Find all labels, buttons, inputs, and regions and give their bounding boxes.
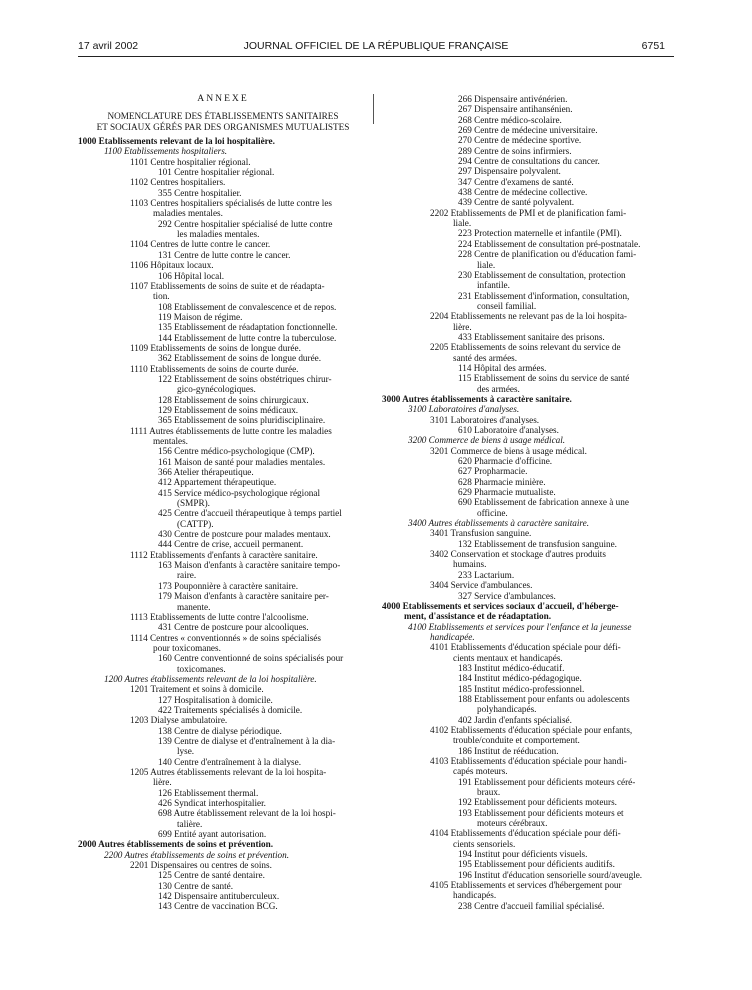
nomenclature-line: 192 Etablissement pour déficients moteurs. (458, 797, 617, 808)
nomenclature-line: 156 Centre médico-psychologique (CMP). (158, 446, 315, 457)
nomenclature-line: 297 Dispensaire polyvalent. (458, 166, 561, 177)
nomenclature-line: braux. (477, 787, 501, 798)
nomenclature-line: 114 Hôpital des armées. (458, 362, 547, 373)
nomenclature-line: 1200 Autres établissements relevant de la loi hospitalière. (104, 673, 317, 684)
nomenclature-line: 186 Institut de rééducation. (458, 745, 559, 756)
nomenclature-line: 4101 Etablissements d'éducation spéciale pour défi- (430, 642, 621, 653)
nomenclature-line: 1109 Etablissements de soins de longue durée. (130, 342, 301, 353)
nomenclature-line: 294 Centre de consultations du cancer. (458, 156, 600, 167)
nomenclature-line: manente. (177, 601, 211, 612)
nomenclature-line: 231 Etablissement d'information, consultation, (458, 290, 630, 301)
nomenclature-line: 438 Centre de médecine collective. (458, 187, 588, 198)
annexe-title: ANNEXE (197, 93, 249, 104)
nomenclature-line: 2201 Dispensaires ou centres de soins. (130, 860, 272, 871)
nomenclature-line: 2202 Etablissements de PMI et de planification fami- (430, 207, 627, 218)
nomenclature-line: 3404 Service d'ambulances. (430, 580, 533, 591)
nomenclature-line: 129 Etablissement de soins médicaux. (158, 404, 299, 415)
nomenclature-line: 3101 Laboratoires d'analyses. (430, 414, 540, 425)
nomenclature-line: pour toxicomanes. (153, 642, 221, 653)
nomenclature-line: 188 Etablissement pour enfants ou adolescents (458, 693, 630, 704)
nomenclature-line: 115 Etablissement de soins du service de santé (458, 373, 630, 384)
nomenclature-line: handicapés. (453, 890, 497, 901)
nomenclature-line: 698 Autre établissement relevant de la loi hospi- (158, 808, 336, 819)
nomenclature-line: 266 Dispensaire antivénérien. (458, 94, 568, 104)
nomenclature-line: 4105 Etablissements et services d'hébergement pour (430, 880, 622, 891)
nomenclature-line: 355 Centre hospitalier. (158, 187, 242, 198)
nomenclature-line: 439 Centre de santé polyvalent. (458, 197, 575, 208)
nomenclature-line: 292 Centre hospitalier spécialisé de lutte contre (158, 218, 333, 229)
nomenclature-line: 131 Centre de lutte contre le cancer. (158, 249, 291, 260)
nomenclature-line: 3400 Autres établissements à caractère sanitaire. (408, 518, 590, 529)
page-number: 6751 (641, 40, 665, 52)
nomenclature-line: 402 Jardin d'enfants spécialisé. (458, 714, 572, 725)
nomenclature-line: 1114 Centres « conventionnés » de soins spécialisés (130, 632, 321, 643)
nomenclature-line: 140 Centre d'entraînement à la dialyse. (158, 756, 301, 767)
nomenclature-line: mentales. (153, 436, 188, 446)
nomenclature-line: les maladies mentales. (177, 229, 260, 240)
annexe-subtitle-1: NOMENCLATURE DES ÉTABLISSEMENTS SANITAIRES (107, 111, 339, 122)
page-header (0, 36, 752, 56)
nomenclature-line: 1000 Etablissements relevant de la loi hospitalière. (78, 136, 275, 147)
nomenclature-line: 431 Centre de postcure pour alcooliques. (158, 622, 309, 633)
right-entries (382, 94, 674, 911)
nomenclature-line: 1101 Centre hospitalier régional. (130, 156, 251, 167)
nomenclature-line: 194 Institut pour déficients visuels. (458, 849, 588, 860)
nomenclature-line: 223 Protection maternelle et infantile (PMI). (458, 228, 622, 239)
nomenclature-line: 270 Centre de médecine sportive. (458, 135, 582, 146)
nomenclature-line: 2205 Etablissements de soins relevant du service de (430, 342, 621, 353)
nomenclature-line: 1106 Hôpitaux locaux. (130, 260, 214, 271)
nomenclature-line: 163 Maison d'enfants à caractère sanitaire tempo- (158, 560, 341, 571)
nomenclature-line: 610 Laboratoire d'analyses. (458, 425, 559, 435)
nomenclature-line: 139 Centre de dialyse et d'entraînement à la dia- (158, 735, 336, 746)
nomenclature-line: 108 Etablissement de convalescence et de repos. (158, 301, 337, 312)
nomenclature-line: 106 Hôpital local. (158, 270, 225, 281)
nomenclature-line: 1100 Etablissements hospitaliers. (104, 146, 228, 157)
nomenclature-line: 119 Maison de régime. (158, 311, 243, 322)
nomenclature-line: 1201 Traitement et soins à domicile. (130, 684, 264, 695)
nomenclature-line: santé des armées. (453, 352, 518, 363)
nomenclature-line: 228 Centre de planification ou d'éducation fami- (458, 249, 637, 260)
nomenclature-line: 135 Etablissement de réadaptation fonctionnelle. (158, 322, 338, 333)
nomenclature-line: 269 Centre de médecine universitaire. (458, 125, 598, 136)
nomenclature-line: 4102 Etablissements d'éducation spéciale pour enfants, (430, 724, 633, 735)
nomenclature-line: 1112 Etablissements d'enfants à caractère sanitaire. (130, 549, 318, 560)
nomenclature-line: 195 Etablissement pour déficients auditifs. (458, 859, 615, 870)
nomenclature-line: 1107 Etablissements de soins de suite et de réadapta- (130, 280, 325, 291)
nomenclature-line: 196 Institut d'éducation sensorielle sourd/aveugle. (458, 869, 643, 880)
nomenclature-line: 1111 Autres établissements de lutte contre les maladies (130, 425, 332, 436)
nomenclature-line: 179 Maison d'enfants à caractère sanitaire per- (158, 591, 329, 602)
nomenclature-line: 161 Maison de santé pour maladies mentales. (158, 456, 326, 467)
nomenclature-line: 193 Etablissement pour déficients moteurs et (458, 807, 624, 818)
nomenclature-line: (SMPR). (177, 498, 210, 509)
nomenclature-line: 185 Institut médico-professionnel. (458, 683, 585, 694)
nomenclature-line: 101 Centre hospitalier régional. (158, 167, 275, 178)
nomenclature-line: officine. (477, 507, 508, 518)
nomenclature-line: raire. (177, 570, 197, 581)
nomenclature-line: lière. (453, 321, 472, 332)
nomenclature-line: 444 Centre de crise, accueil permanent. (158, 539, 304, 550)
nomenclature-line: 233 Lactarium. (458, 569, 515, 580)
nomenclature-line: 267 Dispensaire antihansénien. (458, 104, 573, 115)
nomenclature-line: tion. (153, 291, 170, 302)
nomenclature-line: liale. (453, 218, 472, 229)
nomenclature-line: 1113 Etablissements de lutte contre l'alcoolisme. (130, 611, 309, 622)
nomenclature-line: moteurs cérébraux. (477, 818, 548, 829)
nomenclature-line: 3402 Conservation et stockage d'autres produits (430, 549, 606, 560)
nomenclature-line: trouble/conduite et comportement. (453, 735, 580, 746)
nomenclature-line: 289 Centre de soins infirmiers. (458, 145, 572, 156)
nomenclature-line: 2204 Etablissements ne relevant pas de la loi hospita- (430, 311, 627, 322)
nomenclature-line: 160 Centre conventionné de soins spécialisés pour (158, 653, 344, 664)
right-column (382, 94, 674, 911)
nomenclature-line: 1102 Centres hospitaliers. (130, 177, 226, 188)
nomenclature-line: 347 Centre d'examens de santé. (458, 176, 574, 187)
nomenclature-line: cients sensoriels. (453, 838, 516, 849)
nomenclature-line: 433 Etablissement sanitaire des prisons. (458, 331, 605, 342)
nomenclature-line: 366 Atelier thérapeutique. (158, 467, 254, 478)
nomenclature-line: 415 Service médico-psychologique régional (158, 487, 321, 498)
nomenclature-line: 3401 Transfusion sanguine. (430, 528, 532, 539)
nomenclature-line: 128 Etablissement de soins chirurgicaux. (158, 394, 309, 405)
annexe-subtitle-2: ET SOCIAUX GÉRÉS PAR DES ORGANISMES MUTUALISTES (96, 121, 350, 132)
nomenclature-line: 1104 Centres de lutte contre le cancer. (130, 239, 271, 250)
nomenclature-line: 425 Centre d'accueil thérapeutique à temps partiel (158, 508, 342, 519)
nomenclature-line: handicapée. (430, 631, 475, 642)
nomenclature-line: 2200 Autres établissements de soins et prévention. (104, 849, 290, 860)
nomenclature-line: 144 Etablissement de lutte contre la tuberculose. (158, 332, 337, 343)
nomenclature-line: gico-gynécologiques. (177, 384, 256, 395)
nomenclature-line: lière. (153, 777, 172, 788)
nomenclature-line: 138 Centre de dialyse périodique. (158, 725, 282, 736)
nomenclature-line: 3000 Autres établissements à caractère sanitaire. (382, 393, 572, 404)
nomenclature-line: 426 Syndicat interhospitalier. (158, 798, 266, 809)
nomenclature-line: 627 Propharmacie. (458, 466, 528, 477)
nomenclature-line: 191 Etablissement pour déficients moteurs céré- (458, 776, 636, 787)
nomenclature-line: 184 Institut médico-pédagogique. (458, 673, 582, 684)
nomenclature-line: 690 Etablissement de fabrication annexe à une (458, 497, 629, 508)
nomenclature-line: maladies mentales. (153, 208, 223, 219)
nomenclature-line: 629 Pharmacie mutualiste. (458, 487, 556, 498)
nomenclature-line: 173 Pouponnière à caractère sanitaire. (158, 580, 299, 591)
nomenclature-line: talière. (177, 818, 203, 829)
nomenclature-line: des armées. (477, 383, 520, 394)
nomenclature-line: 620 Pharmacie d'officine. (458, 456, 553, 467)
nomenclature-line: 4103 Etablissements d'éducation spéciale pour handi- (430, 756, 627, 766)
journal-title: JOURNAL OFFICIEL DE LA RÉPUBLIQUE FRANÇAISE (243, 40, 509, 52)
nomenclature-line: 4000 Etablissements et services sociaux d'accueil, d'héberge- (382, 600, 619, 611)
nomenclature-line: 183 Institut médico-éducatif. (458, 662, 565, 673)
nomenclature-line: 4100 Etablissements et services pour l'enfance et la jeunesse (408, 621, 632, 632)
nomenclature-line: 268 Centre médico-scolaire. (458, 114, 562, 125)
nomenclature-line: polyhandicapés. (477, 704, 537, 715)
nomenclature-line: 4104 Etablissements d'éducation spéciale pour défi- (430, 828, 621, 839)
nomenclature-line: 224 Etablissement de consultation pré-postnatale. (458, 238, 641, 249)
nomenclature-line: conseil familial. (477, 300, 537, 311)
nomenclature-line: 143 Centre de vaccination BCG. (158, 901, 278, 912)
header-rule (78, 56, 674, 57)
nomenclature-line: 327 Service d'ambulances. (458, 590, 556, 601)
left-column (78, 94, 368, 912)
nomenclature-line: 1110 Etablissements de soins de courte durée. (130, 363, 299, 374)
nomenclature-line: capés moteurs. (453, 766, 508, 777)
nomenclature-line: cients mentaux et handicapés. (453, 652, 563, 663)
nomenclature-line: 412 Appartement thérapeutique. (158, 477, 277, 488)
column-divider (373, 94, 374, 124)
nomenclature-line: 127 Hospitalisation à domicile. (158, 694, 273, 705)
left-entries (78, 136, 368, 912)
nomenclature-line: toxicomanes. (177, 663, 226, 674)
nomenclature-line: ment, d'assistance et de réadaptation. (404, 611, 551, 622)
nomenclature-line: infantile. (477, 280, 510, 291)
nomenclature-line: 126 Etablissement thermal. (158, 787, 259, 798)
nomenclature-line: 130 Centre de santé. (158, 880, 234, 891)
nomenclature-line: humains. (453, 559, 487, 570)
nomenclature-line: 2000 Autres établissements de soins et prévention. (78, 839, 274, 850)
nomenclature-line: 3200 Commerce de biens à usage médical. (408, 435, 566, 446)
nomenclature-line: 238 Centre d'accueil familial spécialisé. (458, 900, 605, 911)
nomenclature-line: 1203 Dialyse ambulatoire. (130, 715, 228, 726)
nomenclature-line: 430 Centre de postcure pour malades mentaux. (158, 529, 331, 540)
nomenclature-line: 365 Etablissement de soins pluridisciplinaire. (158, 415, 326, 426)
nomenclature-line: 3201 Commerce de biens à usage médical. (430, 445, 587, 456)
nomenclature-line: 122 Etablissement de soins obstétriques chirur- (158, 373, 332, 384)
nomenclature-line: 230 Etablissement de consultation, protection (458, 269, 626, 280)
nomenclature-line: 125 Centre de santé dentaire. (158, 870, 265, 881)
nomenclature-line: 362 Etablissement de soins de longue durée. (158, 353, 322, 364)
nomenclature-line: liale. (477, 259, 496, 270)
nomenclature-line: 132 Etablissement de transfusion sanguine. (458, 538, 617, 549)
nomenclature-line: 3100 Laboratoires d'analyses. (408, 404, 520, 415)
nomenclature-line: 422 Traitements spécialisés à domicile. (158, 704, 303, 715)
issue-date: 17 avril 2002 (78, 40, 139, 52)
nomenclature-line: 1205 Autres établissements relevant de la loi hospita- (130, 767, 327, 777)
nomenclature-line: lyse. (177, 746, 195, 757)
nomenclature-line: 699 Entité ayant autorisation. (158, 829, 267, 840)
nomenclature-line: 1103 Centres hospitaliers spécialisés de lutte contre les (130, 198, 332, 209)
nomenclature-line: 142 Dispensaire antituberculeux. (158, 891, 280, 902)
nomenclature-line: (CATTP). (177, 518, 214, 529)
nomenclature-line: 628 Pharmacie minière. (458, 476, 546, 487)
